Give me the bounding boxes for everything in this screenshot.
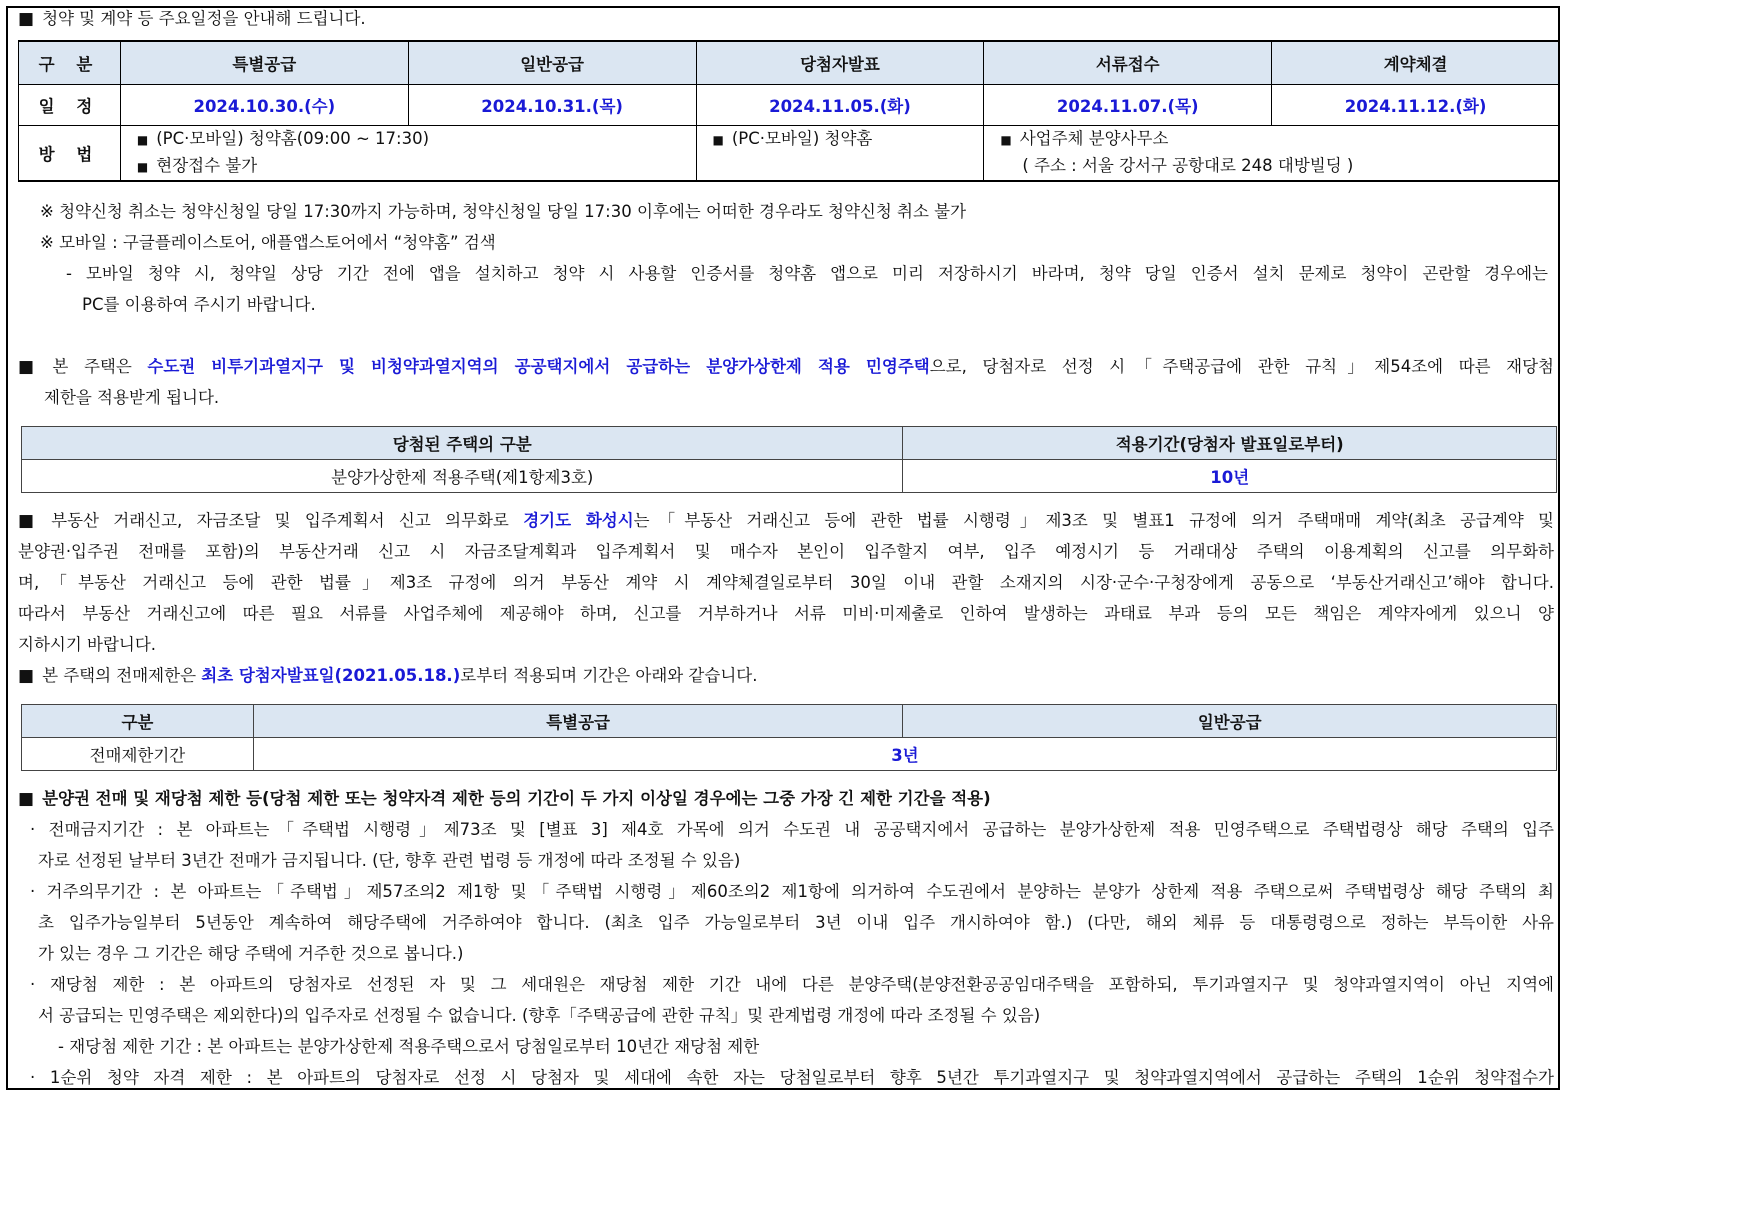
resale-table-row-label: 전매제한기간 xyxy=(22,738,254,771)
restrict-rewin-3: - 재당첨 제한 기간 : 본 아파트는 분양가상한제 적용주택으로서 당첨일로부터 10년간 재당첨 제한 xyxy=(58,1037,760,1056)
realestate-line-4: 따라서 부동산 거래신고에 따른 필요 서류를 사업주체에 제공해야 하며, 신고를 거부하거나 서류 미비·미제출로 인하여 발생하는 과태료 부과 등의 모든 책임은 계약자에게 있으니 양 xyxy=(18,604,1554,623)
resale-paragraph: ■ 본 주택의 전매제한은 최초 당첨자발표일(2021.05.18.)로부터 적용되며 기간은 아래와 같습니다. xyxy=(18,666,758,686)
schedule-header-row xyxy=(19,41,1560,85)
rewin-table xyxy=(21,426,1557,493)
schedule-col-header: 구 분 xyxy=(19,41,121,85)
restrict-residence-3: 가 있는 경우 그 기간은 해당 주택에 거주한 것으로 봅니다.) xyxy=(38,944,464,963)
realestate-line-5: 지하시기 바랍니다. xyxy=(18,635,157,654)
bullet-square-icon: ■ xyxy=(136,133,149,147)
schedule-column-special: 특별공급 xyxy=(120,41,408,85)
rewin-table-cell-period: 10년 xyxy=(903,460,1557,493)
schedule-column-announce: 당첨자발표 xyxy=(696,41,984,85)
method-text: (PC·모바일) 청약홈 xyxy=(731,129,873,148)
realestate-highlight: 경기도 화성시 xyxy=(523,511,634,530)
restrict-rewin-2: 서 공급되는 민영주택은 제외한다)의 입주자로 선정될 수 없습니다. (향후「주택공급에 관한 규칙」및 관계법령 개정에 따라 조정될 수 있음) xyxy=(38,1006,1041,1025)
restrict-resale-1: · 전매금지기간 : 본 아파트는「주택법 시행령」제73조 및 [별표 3] 제4호 가목에 의거 수도권 내 공공택지에서 공급하는 분양가상한제 적용 민영주택으로 주택법령상 해당 주택의 입주 xyxy=(30,820,1554,839)
rewin-highlight: 수도권 비투기과열지구 및 비청약과열지역의 공공택지에서 공급하는 분양가상한제 적용 민영주택 xyxy=(147,357,930,376)
schedule-method-row xyxy=(19,126,1560,182)
schedule-method-announce xyxy=(696,126,984,182)
resale-table xyxy=(21,704,1557,771)
document-frame xyxy=(6,6,1560,1090)
schedule-date-label: 일 정 xyxy=(19,85,121,126)
resale-table-header-general: 일반공급 xyxy=(903,705,1557,738)
realestate-line-2: 분양권·입주권 전매를 포함)의 부동산거래 신고 시 자금조달계획과 입주계획서 및 매수자 본인이 입주할지 여부, 입주 예정시기 등 거래대상 주택의 이용계획의 신고를 의무화하 xyxy=(18,542,1554,561)
restrict-residence-1: · 거주의무기간 : 본 아파트는「주택법」제57조의2 제1항 및「주택법 시행령」제60조의2 제1항에 의거하여 수도권에서 분양하는 분양가 상한제 적용 주택으로써 주택법령상 해당 주택의 최 xyxy=(30,882,1554,901)
schedule-date-contract: 2024.11.12.(화) xyxy=(1272,85,1560,126)
bullet-square-icon: ■ xyxy=(18,357,45,377)
restrict-title: ■ 분양권 전매 및 재당첨 제한 등(당첨 제한 또는 청약자격 제한 등의 기간이 두 가지 이상일 경우에는 그중 가장 긴 제한 기간을 적용) xyxy=(18,789,991,809)
schedule-method-label: 방 법 xyxy=(19,126,121,182)
schedule-column-contract: 계약체결 xyxy=(1272,41,1560,85)
note-cancel: ※ 청약신청 취소는 청약신청일 당일 17:30까지 가능하며, 청약신청일 당일 17:30 이후에는 어떠한 경우라도 청약신청 취소 불가 xyxy=(40,202,967,221)
restrict-rewin-1: · 재당첨 제한 : 본 아파트의 당첨자로 선정된 자 및 그 세대원은 재당첨 제한 기간 내에 다른 분양주택(분양전환공공임대주택을 포함하되, 투기과열지구 및 청약과열지역이 아닌 지역에 xyxy=(30,975,1554,994)
method-address: ( 주소 : 서울 강서구 공항대로 248 대방빌딩 ) xyxy=(1022,156,1354,175)
note-app-1: - 모바일 청약 시, 청약일 상당 기간 전에 앱을 설치하고 청약 시 사용할 인증서를 청약홈 앱으로 미리 저장하시기 바라며, 청약 당일 인증서 설치 문제로 청약이 곤란할 경우에는 xyxy=(66,264,1548,283)
realestate-line-1: ■ 부동산 거래신고, 자금조달 및 입주계획서 신고 의무화로 경기도 화성시는「부동산 거래신고 등에 관한 법률 시행령」제3조 및 별표1 규정에 의거 주택매매 계약(최초 공급계약 및 xyxy=(18,511,1554,531)
schedule-method-apply xyxy=(120,126,696,182)
rewin-table-cell-type: 분양가상한제 적용주택(제1항제3호) xyxy=(22,460,903,493)
restrict-resale-2: 자로 선정된 날부터 3년간 전매가 금지됩니다. (단, 향후 관련 법령 등 개정에 따라 조정될 수 있음) xyxy=(38,851,741,870)
schedule-date-row xyxy=(19,85,1560,126)
intro-heading xyxy=(18,8,366,30)
bullet-square-icon: ■ xyxy=(136,160,149,174)
schedule-date-documents: 2024.11.07.(목) xyxy=(984,85,1272,126)
schedule-column-general: 일반공급 xyxy=(408,41,696,85)
note-mobile: ※ 모바일 : 구글플레이스토어, 애플앱스토어에서 “청약홈” 검색 xyxy=(40,233,496,252)
schedule-method-office xyxy=(984,126,1560,182)
method-text: 사업주체 분양사무소 xyxy=(1019,129,1169,148)
realestate-line-3: 며,「부동산 거래신고 등에 관한 법률」제3조 규정에 의거 부동산 계약 시 계약체결일로부터 30일 이내 관할 소재지의 시장·군수·구청장에게 공동으로 ‘부동산거래신고’해야 합니다. xyxy=(18,573,1554,592)
method-item xyxy=(697,126,984,153)
method-item xyxy=(984,126,1559,153)
schedule-column-documents: 서류접수 xyxy=(984,41,1272,85)
schedule-date-special: 2024.10.30.(수) xyxy=(120,85,408,126)
method-text: (PC·모바일) 청약홈(09:00 ~ 17:30) xyxy=(156,129,430,148)
restrict-first-rank: · 1순위 청약 자격 제한 : 본 아파트의 당첨자로 선정 시 당첨자 및 세대에 속한 자는 당첨일로부터 향후 5년간 투기과열지구 및 청약과열지역에서 공급하는 주택의 1순위 청약접수가 xyxy=(30,1068,1554,1087)
method-text: 현장접수 불가 xyxy=(156,156,258,175)
resale-highlight: 최초 당첨자발표일(2021.05.18.) xyxy=(201,666,461,685)
bullet-square-icon: ■ xyxy=(1000,133,1012,147)
bullet-square-icon: ■ xyxy=(18,666,35,686)
restrict-residence-2: 초 입주가능일부터 5년동안 계속하여 해당주택에 거주하여야 합니다. (최초 입주 가능일로부터 3년 이내 입주 개시하여야 함.) (다만, 해외 체류 등 대통령령으로 정하는 부득이한 사유 xyxy=(38,913,1554,932)
rewin-table-header-type: 당첨된 주택의 구분 xyxy=(22,427,903,460)
rewin-paragraph-2: 제한을 적용받게 됩니다. xyxy=(44,388,220,407)
note-app-2: PC를 이용하여 주시기 바랍니다. xyxy=(82,295,316,314)
schedule-table xyxy=(18,40,1560,182)
resale-table-header-special: 특별공급 xyxy=(253,705,903,738)
intro-text: 청약 및 계약 등 주요일정을 안내해 드립니다. xyxy=(42,9,366,28)
bullet-square-icon: ■ xyxy=(18,9,35,29)
method-item xyxy=(121,126,696,153)
bullet-square-icon: ■ xyxy=(712,133,724,147)
method-item xyxy=(121,153,696,180)
bullet-square-icon: ■ xyxy=(18,511,44,531)
resale-table-header-type: 구분 xyxy=(22,705,254,738)
rewin-table-header-period: 적용기간(당첨자 발표일로부터) xyxy=(903,427,1557,460)
resale-table-value: 3년 xyxy=(253,738,1556,771)
rewin-paragraph-1: ■ 본 주택은 수도권 비투기과열지구 및 비청약과열지역의 공공택지에서 공급하는 분양가상한제 적용 민영주택으로, 당첨자로 선정 시「주택공급에 관한 규칙」제54조에 따른 재당첨 xyxy=(18,357,1554,377)
schedule-date-general: 2024.10.31.(목) xyxy=(408,85,696,126)
schedule-date-announce: 2024.11.05.(화) xyxy=(696,85,984,126)
bullet-square-icon: ■ xyxy=(18,789,35,809)
